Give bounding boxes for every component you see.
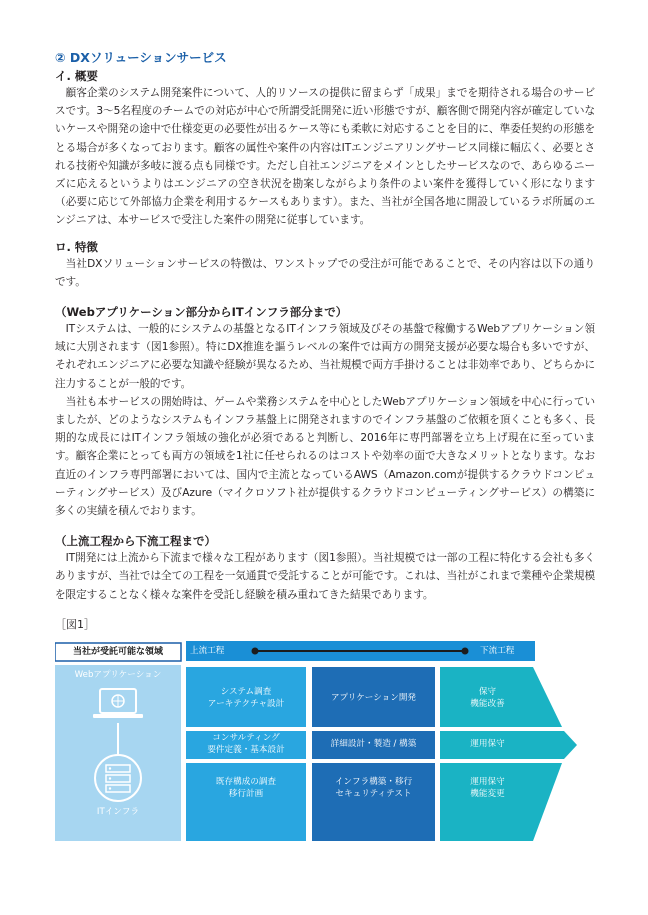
cell-r1c3-line2: 機能改善 [470, 699, 505, 709]
cell-r2c2-label: 詳細設計・製造 / 構築 [330, 739, 417, 749]
cell-r1c3-line1: 保守 [478, 687, 497, 697]
cell-r2c3-label: 運用保守 [470, 739, 505, 749]
cell-r3c3-line1: 運用保守 [470, 777, 505, 787]
cell-r2c1-line1: コンサルティング [212, 733, 280, 743]
it-infra-label: ITインフラ [96, 807, 140, 817]
web-infra-paragraph-2: 当社も本サービスの開始時は、ゲームや業務システムを中心としたWebアプリケーション領域を中心に行っていましたが、どのようなシステムもインフラ基盤上に開発されますのでインフラ基盤のご依頼を頂くことも多く、長期的な成長にはITインフラ領域の強化が必須であると判断し、2016年に専門部署を立ち上げ現在に至っています。顧客企業にとっても両方の領域を1社に任せられるのはコストや効率の面で大きなメリットとなります。なお直近のインフラ専門部署においては、国内で主流となっているAWS（Amazon.comが提供するクラウドコンピューティングサービス）及びAzure（マイクロソフト社が提供するクラウドコンピューティングサービス）の構築に多くの実績を積んでおります。 [55, 395, 595, 518]
header-arrow-end [533, 641, 535, 661]
page [55, 50, 595, 632]
cell-r1c1-line2: アーキテクチャ設計 [207, 699, 285, 709]
section-title: ② DXソリューションサービス [55, 50, 227, 65]
cell-r3c2-line2: セキュリティテスト [335, 789, 412, 799]
downstream-label: 下流工程 [480, 646, 515, 656]
cell-r3c2-line1: インフラ構築・移行 [334, 777, 413, 787]
up-down-heading: （上流工程から下流工程まで） [55, 534, 216, 549]
cell-r3c1-line1: 既存構成の調査 [215, 777, 277, 787]
cell-r3c1-line2: 移行計画 [228, 789, 264, 799]
web-infra-heading: （Webアプリケーション部分からITインフラ部分まで） [55, 305, 348, 320]
features-heading: ロ. 特徴 [55, 239, 98, 254]
cell-r1c1-line1: システム調査 [220, 687, 272, 697]
figure-label: ［図1］ [55, 617, 95, 631]
flow-start-dot [252, 648, 259, 655]
figure-1 [55, 641, 593, 841]
cell-r2c1-line2: 要件定義・基本設計 [207, 745, 285, 755]
cell-r3c3-line2: 機能変更 [470, 789, 505, 799]
cell-r3c1 [186, 763, 306, 841]
domain-box-label: 当社が受託可能な領域 [72, 647, 163, 657]
up-down-paragraph: IT開発には上流から下流まで様々な工程があります（図1参照）。当社規模では一部の工程に特化する会社も多くありますが、当社では全ての工程を一気通貫で受託することが可能です。これは、当社がこれまで業種や企業規模を限定することなく様々な案件を受託し経験を積み重ねてきた結果であります。 [55, 552, 595, 601]
flow-end-dot [462, 648, 469, 655]
upstream-label: 上流工程 [190, 646, 225, 656]
web-app-label: Webアプリケーション [74, 670, 162, 680]
overview-paragraph: 顧客企業のシステム開発案件について、人的リソースの提供に留まらず「成果」までを期待される場合のサービスです。3～5名程度のチームでの対応が中心で所謂受託開発に近い形態ですが、顧客側で開発内容が確定していないケースや開発の途中で仕様変更の必要性が出るケース等にも柔軟に対応することを目的に、準委任契約の形態をとる場合が多くなっております。顧客の属性や案件の内容はITエンジニアリングサービス同様に幅広く、必要とされる技術や知識が多岐に渡る点も同様です。ただし自社エンジニアをメインとしたサービスなので、あらゆるニーズに応えるというよりはエンジニアの空き状況を勘案しながらより条件のよい案件を獲得していく形になります（必要に応じて外部協力企業を利用するケースもあります）。また、当社が全国各地に開設しているラボ所属のエンジニアは、本サービスで受注した案件の開発に従事しています。 [55, 87, 595, 227]
cell-r3c2 [312, 763, 435, 841]
cell-r1c2-label: アプリケーション開発 [330, 693, 417, 703]
overview-heading: イ. 概要 [55, 69, 98, 83]
web-infra-paragraph-1: ITシステムは、一般的にシステムの基盤となるITインフラ領域及びその基盤で稼働するWebアプリケーション領域に大別されます（図1参照）。特にDX推進を謳うレベルの案件では両方の開発支援が必要な場合も多いですが、それぞれエンジニアに必要な知識や経験が異なるため、当社規模で両方手掛けることは非効率であり、どちらかに注力することが一般的です。 [55, 323, 595, 390]
cell-r3c3 [440, 763, 562, 841]
features-paragraph: 当社DXソリューションサービスの特徴は、ワンストップでの受注が可能であることで、その内容は以下の通りです。 [55, 257, 595, 288]
